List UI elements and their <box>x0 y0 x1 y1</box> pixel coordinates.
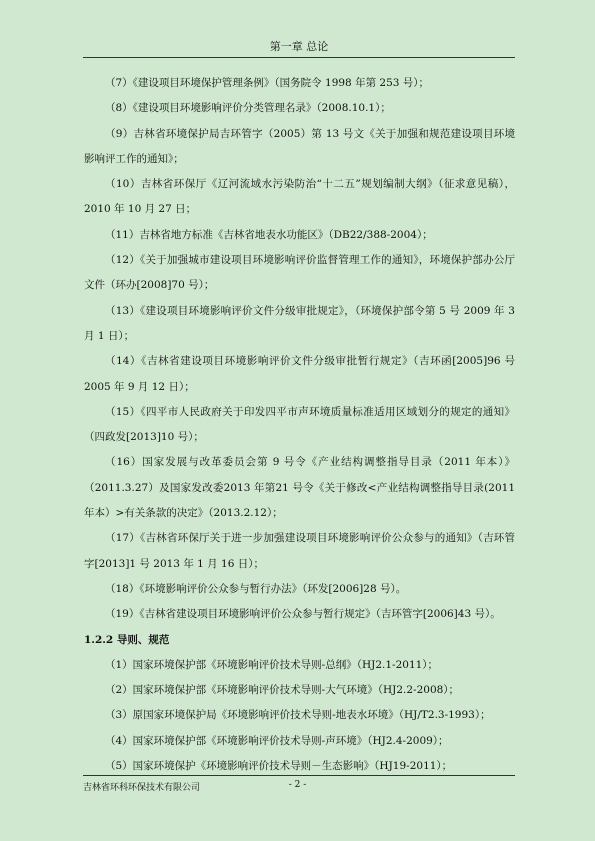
guideline-item: （4）国家环境保护部《环境影响评价技术导则-声环境》（HJ2.4-2009）； <box>105 734 449 747</box>
page-header: 第一章 总论 <box>269 40 329 53</box>
regulation-item: （8）《建设项目环境影响评价分类管理名录》（2008.10.1）； <box>105 102 391 115</box>
regulation-item: （9）吉林省环境保护局吉环管字（2005）第 13 号文《关于加强和规范建设项目环境影响评工作的通知》； <box>84 127 515 165</box>
guideline-item: （1）国家环境保护部《环境影响评价技术导则-总纲》（HJ2.1-2011）； <box>105 658 439 671</box>
guideline-item: （5）国家环境保护《环境影响评价技术导则－生态影响》（HJ19-2011）； <box>105 760 453 773</box>
regulation-item: （10）吉林省环保厅《辽河流域水污染防治“十二五”规划编制大纲》（征求意见稿），2010 年 10 月 27 日； <box>84 178 515 216</box>
regulation-item: （19）《吉林省建设项目环境影响评价公众参与暂行规定》（吉环管字[2006]43 号）。 <box>105 608 501 621</box>
regulation-item: （17）《吉林省环保厅关于进一步加强建设项目环境影响评价公众参与的通知》（吉环管字[2013]1 号 2013 年 1 月 16 日）； <box>84 532 515 570</box>
regulation-item: （15）《四平市人民政府关于印发四平市声环境质量标准适用区域划分的规定的通知》（四政发[2013]10 号）； <box>84 405 515 444</box>
section-heading: 1.2.2 导则、规范 <box>84 633 170 646</box>
regulation-item: （16）国家发展与改革委员会第 9 号令《产业结构调整指导目录（2011 年本）》（2011.3.27）及国家发改委2013 年第21 号令《关于修改<产业结构调整指导目录(2011年本）>有关条款的决定》（2013.2.12）； <box>84 456 515 520</box>
page-number: - 2 - <box>288 780 307 790</box>
page-content <box>84 71 515 779</box>
footer-company: 吉林省环科环保技术有限公司 <box>83 783 201 793</box>
regulation-item: （7）《建设项目环境保护管理条例》（国务院令 1998 年第 253 号）； <box>105 77 430 89</box>
regulation-item: （11）吉林省地方标准《吉林省地表水功能区》（DB22/388-2004）； <box>105 228 433 241</box>
guideline-item: （2）国家环境保护部《环境影响评价技术导则-大气环境》（HJ2.2-2008）； <box>105 684 460 697</box>
regulation-item: （12）《关于加强城市建设项目环境影响评价监督管理工作的通知》，环境保护部办公厅文件（环办[2008]70 号）； <box>84 254 515 292</box>
guideline-item: （3）原国家环境保护局《环境影响评价技术导则-地表水环境》（HJ/T2.3-1993）； <box>105 709 491 722</box>
regulation-item: （13）《建设项目环境影响评价文件分级审批规定》，（环境保护部令第 5 号 2009 年 3 月 1 日）； <box>84 304 515 342</box>
header-rule <box>83 57 515 58</box>
regulation-item: （14）《吉林省建设项目环境影响评价文件分级审批暂行规定》（吉环函[2005]96 号 2005 年 9 月 12 日）； <box>84 355 515 393</box>
footer-rule <box>83 775 515 776</box>
regulation-item: （18）《环境影响评价公众参与暂行办法》（环发[2006]28 号）。 <box>105 582 407 595</box>
